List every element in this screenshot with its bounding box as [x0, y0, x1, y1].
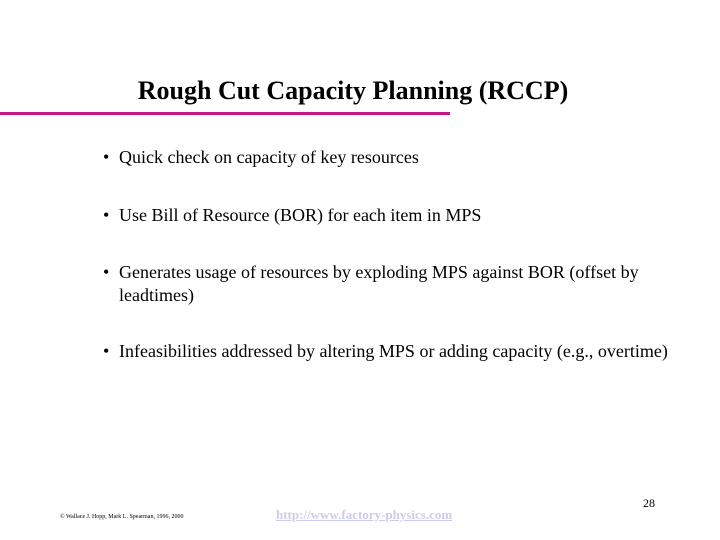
bullet-item-infeasibilities — [103, 340, 683, 363]
bullet-text: Infeasibilities addressed by altering MPS or adding capacity (e.g., overtime) — [119, 341, 668, 361]
bullet-item-usage-generation — [103, 261, 683, 307]
bullet-item-capacity-check — [103, 146, 683, 169]
slide-title: Rough Cut Capacity Planning (RCCP) — [137, 76, 569, 105]
bullet-icon: • — [103, 147, 110, 167]
page-number: 28 — [643, 496, 655, 510]
bullet-text: Use Bill of Resource (BOR) for each item in MPS — [119, 205, 482, 225]
website-link[interactable]: http://www.factory-physics.com — [276, 507, 453, 522]
bullet-icon: • — [103, 205, 110, 225]
bullet-icon: • — [103, 341, 110, 361]
bullet-icon: • — [103, 262, 110, 282]
bullet-list — [103, 146, 683, 398]
title-underline — [0, 112, 450, 115]
bullet-text: Quick check on capacity of key resources — [119, 147, 419, 167]
copyright-notice: © Wallace J. Hopp, Mark L. Spearman, 1996, 2000 — [60, 514, 184, 520]
bullet-text: Generates usage of resources by exploding MPS against BOR (offset by leadtimes) — [119, 262, 639, 305]
bullet-item-bill-of-resource — [103, 204, 683, 227]
